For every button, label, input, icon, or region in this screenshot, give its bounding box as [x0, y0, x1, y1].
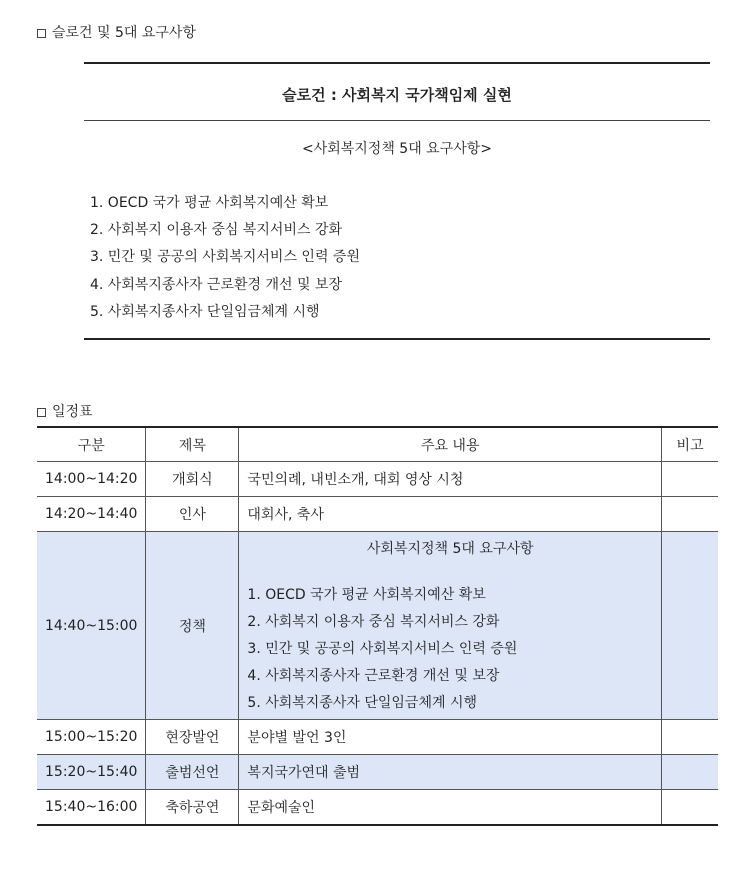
policy-heading: 사회복지정책 5대 요구사항: [366, 541, 534, 557]
row-note: [662, 720, 719, 755]
list-item: 2. 사회복지 이용자 중심 복지서비스 강화: [247, 614, 500, 630]
row-content: 문화예술인: [239, 790, 662, 826]
header-title: 제목: [146, 427, 239, 462]
row-content: 분야별 발언 3인: [239, 720, 662, 755]
demand-list: [90, 190, 360, 326]
row-title: 정책: [146, 532, 239, 720]
section-heading-schedule: [37, 401, 93, 421]
table-row: [37, 497, 718, 532]
row-time: 14:00~14:20: [37, 462, 146, 497]
row-note: [662, 462, 719, 497]
row-title: 축하공연: [146, 790, 239, 826]
top-rule: [84, 62, 710, 64]
list-item: 5. 사회복지종사자 단일임금체계 시행: [247, 695, 477, 711]
list-item: 5. 사회복지종사자 단일임금체계 시행: [90, 303, 320, 320]
square-bullet-icon: [37, 29, 46, 38]
policy-list: [247, 582, 653, 719]
row-note: [662, 755, 719, 790]
table-row: [37, 462, 718, 497]
table-header-row: [37, 427, 718, 462]
list-item: 4. 사회복지종사자 근로환경 개선 및 보장: [247, 668, 500, 684]
list-item: 4. 사회복지종사자 근로환경 개선 및 보장: [90, 276, 342, 293]
row-note: [662, 532, 719, 720]
row-title: 현장발언: [146, 720, 239, 755]
row-time: 15:00~15:20: [37, 720, 146, 755]
section-heading-text: 슬로건 및 5대 요구사항: [52, 25, 196, 41]
list-item: 2. 사회복지 이용자 중심 복지서비스 강화: [90, 222, 342, 239]
row-note: [662, 497, 719, 532]
row-title: 출범선언: [146, 755, 239, 790]
header-note: 비고: [662, 427, 719, 462]
table-row-highlighted: [37, 532, 718, 720]
row-content: [239, 532, 662, 720]
bottom-rule: [84, 338, 710, 340]
table-row-highlighted: [37, 755, 718, 790]
row-title: 인사: [146, 497, 239, 532]
row-content: 국민의례, 내빈소개, 대회 영상 시청: [239, 462, 662, 497]
demands-title: <사회복지정책 5대 요구사항>: [301, 141, 493, 157]
row-content: 복지국가연대 출범: [239, 755, 662, 790]
table-row: [37, 790, 718, 826]
row-title: 개회식: [146, 462, 239, 497]
list-item: 3. 민간 및 공공의 사회복지서비스 인력 증원: [247, 641, 518, 657]
header-content: 주요 내용: [239, 427, 662, 462]
section-heading-text: 일정표: [52, 404, 93, 420]
table-row: [37, 720, 718, 755]
row-time: 15:20~15:40: [37, 755, 146, 790]
row-note: [662, 790, 719, 826]
square-bullet-icon: [37, 408, 46, 417]
header-time: 구분: [37, 427, 146, 462]
slogan-box: [84, 62, 710, 340]
list-item: 3. 민간 및 공공의 사회복지서비스 인력 증원: [90, 249, 360, 266]
list-item: 1. OECD 국가 평균 사회복지예산 확보: [90, 195, 329, 211]
schedule-table: [37, 426, 718, 826]
slogan-title: 슬로건 : 사회복지 국가책임제 실현: [282, 86, 512, 104]
row-time: 14:20~14:40: [37, 497, 146, 532]
row-content: 대회사, 축사: [239, 497, 662, 532]
row-time: 15:40~16:00: [37, 790, 146, 826]
divider: [84, 120, 710, 121]
row-time: 14:40~15:00: [37, 532, 146, 720]
list-item: 1. OECD 국가 평균 사회복지예산 확보: [247, 587, 486, 603]
section-heading-slogan: [37, 22, 196, 42]
